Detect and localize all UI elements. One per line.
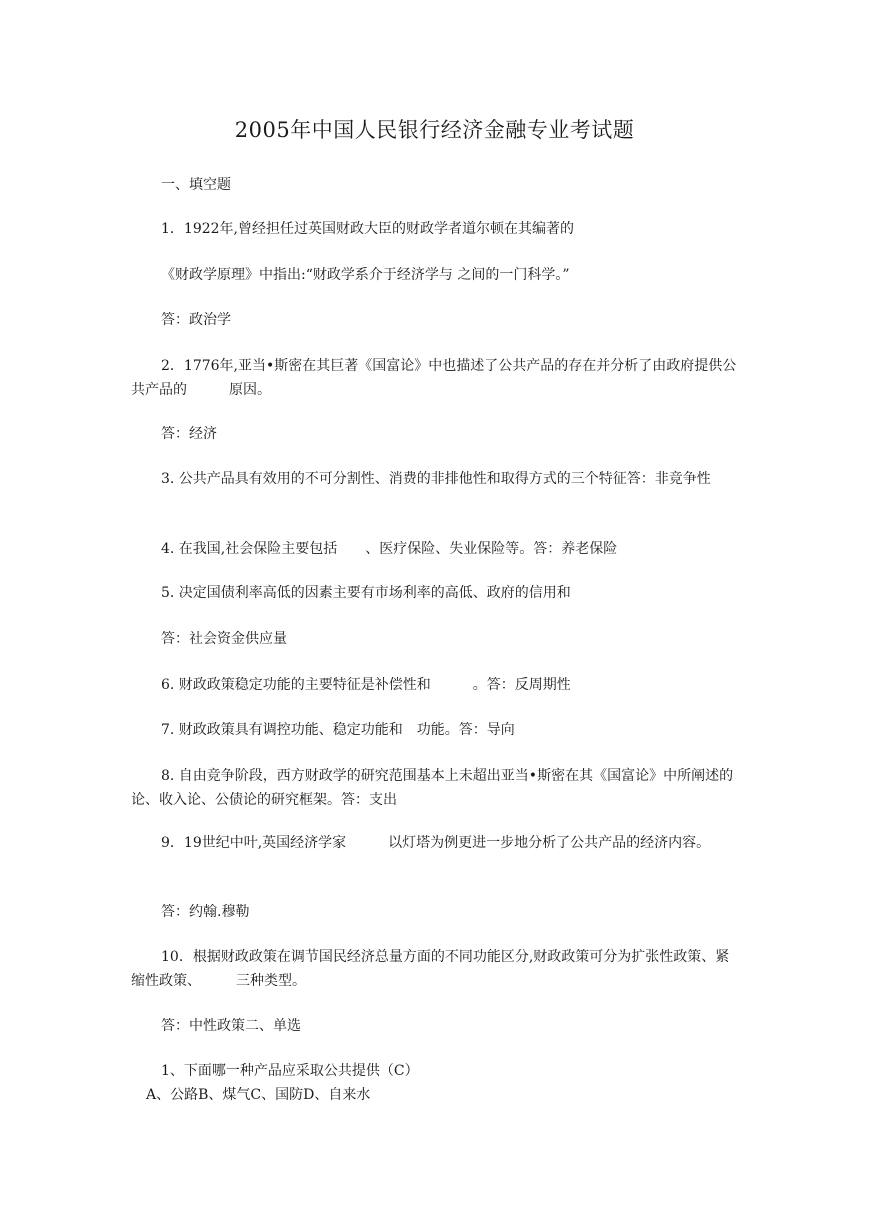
question-2-answer: 答：经济: [161, 426, 217, 442]
question-10: 10．根据财政政策在调节国民经济总量方面的不同功能区分,财政政策可分为扩张性政策、紧缩性政策、 三种类型。: [131, 949, 730, 989]
document-title: 2005年中国人民银行经济金融专业考试题: [234, 118, 635, 142]
multiple-choice-1: 1、下面哪一种产品应采取公共提供（C）: [161, 1063, 419, 1079]
section-heading-fill-in: 一、填空题: [161, 177, 231, 193]
question-4: 4. 在我国,社会保险主要包括 、医疗保险、失业保险等。答：养老保险: [161, 541, 618, 557]
question-8: 8. 自由竞争阶段，西方财政学的研究范围基本上未超出亚当•斯密在其《国富论》中所阐述的 论、收入论、公债论的研究框架。答：支出: [131, 768, 776, 808]
question-2: 2．1776年,亚当•斯密在其巨著《国富论》中也描述了公共产品的存在并分析了由政府提供公共产品的 原因。: [131, 358, 737, 398]
multiple-choice-1-options: A、公路B、煤气C、国防D、自来水: [146, 1087, 371, 1103]
question-1-answer: 答：政治学: [161, 312, 231, 328]
question-1-line-2: 《财政学原理》中指出:“财政学系介于经济学与 之间的一门科学。”: [161, 267, 570, 283]
question-5: 5. 决定国债利率高低的因素主要有市场利率的高低、政府的信用和: [161, 585, 571, 601]
question-6: 6. 财政政策稳定功能的主要特征是补偿性和 。答：反周期性: [161, 677, 571, 693]
question-9: 9．19世纪中叶,英国经济学家 以灯塔为例更进一步地分析了公共产品的经济内容。: [161, 835, 711, 851]
question-3: 3. 公共产品具有效用的不可分割性、消费的非排他性和取得方式的三个特征答：非竞争性: [161, 471, 711, 487]
question-7: 7. 财政政策具有调控功能、稳定功能和 功能。答：导向: [161, 722, 515, 738]
question-10-answer: 答：中性政策二、单选: [161, 1018, 301, 1034]
question-9-answer: 答：约翰.穆勒: [161, 904, 250, 920]
question-1-line-1: 1．1922年,曾经担任过英国财政大臣的财政学者道尔顿在其编著的: [161, 221, 574, 237]
question-5-answer: 答：社会资金供应量: [161, 631, 287, 647]
